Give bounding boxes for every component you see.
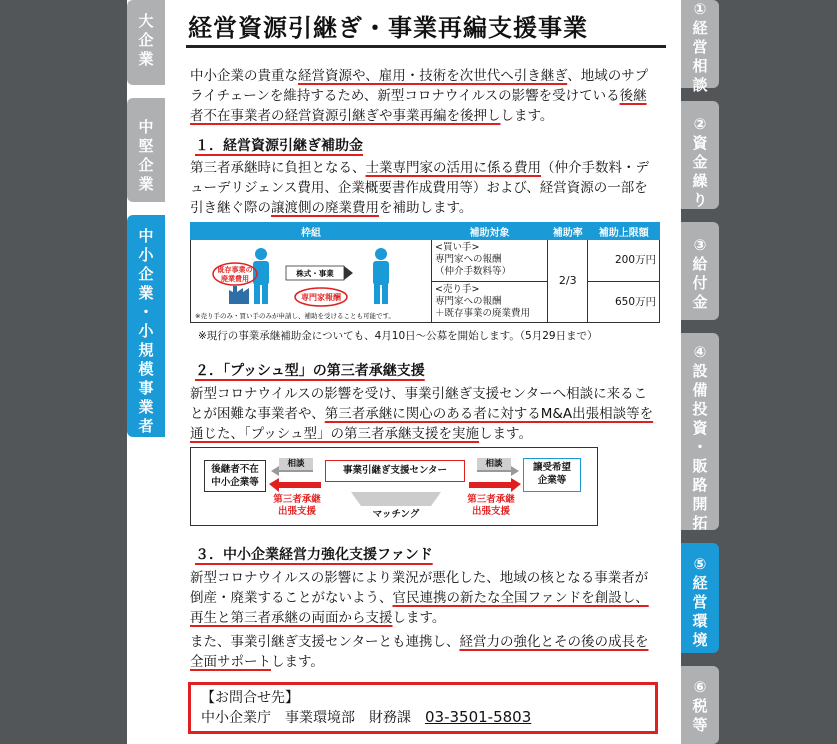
- seller-person-icon: [253, 248, 269, 304]
- section1-text: （仲介手数料・デューデリジェンス費用、企業概要書作成費用等）および、経営資源の一部を引き継ぐ際の: [190, 160, 649, 216]
- section3-text: また、事業引継ぎ支援センターとも連携し、: [190, 634, 460, 650]
- rate-cell: 2/3: [548, 240, 588, 323]
- intro-highlight: 後継者不在事業者の経営資源引継ぎや事業再編を後押し: [190, 88, 647, 124]
- section2-heading: ２．「プッシュ型」の第三者承継支援: [195, 363, 425, 379]
- tab-label: ⑥ 税 等: [692, 678, 708, 734]
- tab-label: 中 小 企 業 ・ 小 規 模 事 業 者: [138, 227, 154, 435]
- section1-highlight: 士業専門家の活用に係る費用: [365, 160, 541, 176]
- intro-highlight: 経営資源や、雇用・技術を次世代へ引き継ぎ: [298, 68, 568, 84]
- buyer-target-cell: <買い手> 専門家への報酬 （仲介手数料等）: [432, 240, 548, 282]
- buyer-person-icon: [373, 248, 389, 304]
- page-title: 経営資源引継ぎ・事業再編支援事業: [188, 14, 588, 42]
- section1-text: を補助します。: [379, 200, 473, 216]
- section1-highlight: 譲渡側の廃業費用: [271, 200, 379, 216]
- tab-label: ⑤ 経 営 環 境: [692, 555, 708, 649]
- subsidy-table: [190, 222, 660, 323]
- tab-label: ① 経 営 相 談: [692, 0, 708, 94]
- diagram-footnote: ※売り手のみ・買い手のみが申請し、補助を受けることも可能です。: [195, 312, 395, 320]
- tab-equipment-investment[interactable]: [681, 333, 719, 530]
- acquirer-box: 譲受希望 企業等: [523, 458, 581, 492]
- tab-cash-flow[interactable]: [681, 101, 719, 209]
- section3-text: 新型コロナウイルスの影響により業況が悪化した、地域の核となる事業者が倒産・廃業することがないよう、: [190, 570, 649, 606]
- buyer-limit-cell: 200万円: [588, 240, 660, 282]
- table-header: 枠組: [191, 223, 432, 240]
- contact-phone-link[interactable]: 03-3501-5803: [425, 708, 532, 726]
- section2-text: 新型コロナウイルスの影響を受け、事業引継ぎ支援センターへ相談に来ることが困難な事業者や、: [190, 386, 648, 422]
- outreach-label-left: 第三者承継 出張支援: [273, 494, 321, 517]
- framework-diagram: [191, 240, 431, 322]
- push-support-diagram: [190, 447, 598, 526]
- intro-text: します。: [500, 108, 554, 124]
- expert-fee-label: 専門家報酬: [301, 293, 341, 302]
- section2-paragraph: [190, 384, 660, 444]
- matching-label: マッチング: [372, 509, 420, 520]
- subsidy-note: ※現行の事業承継補助金についても、4月10日～公募を開始します。（5月29日まで）: [198, 330, 598, 342]
- table-header: 補助上限額: [588, 223, 660, 240]
- title-divider: [186, 45, 666, 48]
- section3-text: します。: [271, 654, 324, 670]
- section1-text: 第三者承継時に負担となる、: [190, 160, 366, 176]
- contact-box: [188, 682, 658, 734]
- support-center-box: 事業引継ぎ支援センター: [325, 460, 465, 482]
- framework-diagram-cell: [191, 240, 432, 323]
- section1-heading: １．経営資源引継ぎ補助金: [195, 138, 363, 154]
- tab-label: 大 企 業: [138, 12, 154, 68]
- consult-tag-right: 相談: [477, 458, 511, 470]
- seller-target-cell: <売り手> 専門家への報酬 ＋既存事業の廃業費用: [432, 281, 548, 323]
- section1-paragraph: [190, 158, 660, 218]
- outreach-label-right: 第三者承継 出張支援: [467, 494, 515, 517]
- intro-text: 、地域のサプライチェーンを維持するため、新型コロナウイルスの影響を受けている: [190, 68, 649, 104]
- section3-paragraph-2: [190, 632, 660, 672]
- contact-line: [201, 708, 645, 728]
- seller-limit-cell: 650万円: [588, 281, 660, 323]
- tab-tax[interactable]: [681, 666, 719, 744]
- tab-label: ② 資 金 繰 り: [692, 115, 708, 209]
- section3-highlight: 経営力の強化とその後の成長を全面サポート: [190, 634, 649, 670]
- section3-paragraph: [190, 568, 660, 628]
- factory-icon: [229, 286, 249, 304]
- tab-business-consultation[interactable]: [681, 0, 719, 94]
- section3-text: します。: [392, 610, 446, 626]
- intro-paragraph: [190, 66, 660, 126]
- section2-text: します。: [479, 426, 532, 442]
- section3-highlight: 官民連携の新たな全国ファンドを創設し、再生と第三者承継の両面から支援: [190, 590, 649, 626]
- consult-tag-left: 相談: [279, 458, 313, 470]
- table-header: 補助率: [548, 223, 588, 240]
- closing-cost-label: 既存事業の: [217, 266, 253, 274]
- tab-benefits[interactable]: [681, 222, 719, 320]
- contact-org: 中小企業庁 事業環境部 財務課: [201, 710, 425, 726]
- tab-large-enterprise[interactable]: [127, 0, 165, 85]
- tab-label: ④ 設 備 投 資 ・ 販 路 開 拓: [692, 343, 708, 532]
- tab-business-environment[interactable]: [681, 543, 719, 653]
- table-header: 補助対象: [432, 223, 548, 240]
- contact-label: 【お問合せ先】: [201, 690, 299, 706]
- tab-label: 中 堅 企 業: [138, 118, 154, 193]
- intro-text: 中小企業の貴重な: [190, 68, 298, 84]
- stock-business-label: 株式・事業: [296, 269, 334, 278]
- section3-heading: ３．中小企業経営力強化支援ファンド: [195, 547, 433, 563]
- section2-highlight: 第三者承継に関心のある者に対するM&A出張相談等を通じた、「プッシュ型」の第三者承継支援を実施: [190, 406, 654, 442]
- tab-label: ③ 給 付 金: [692, 236, 708, 311]
- closing-cost-label: 廃業費用: [221, 275, 249, 283]
- successor-absent-sme-box: 後継者不在 中小企業等: [204, 460, 266, 492]
- tab-mid-size-enterprise[interactable]: [127, 98, 165, 202]
- tab-sme[interactable]: [127, 215, 165, 437]
